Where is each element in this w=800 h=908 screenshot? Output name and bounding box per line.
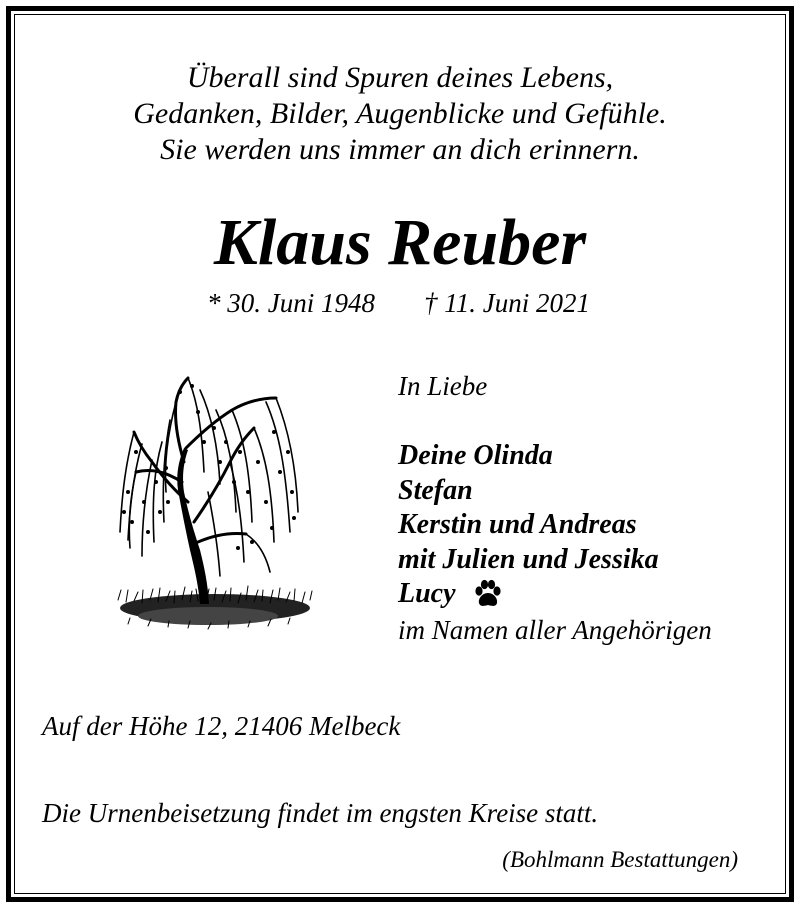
verse-line-1: Überall sind Spuren deines Lebens, [186,61,614,94]
pet-name: Lucy [398,578,456,609]
burial-notice: Die Urnenbeisetzung findet im engsten Kreise statt. [42,798,599,828]
mourner-name: Kerstin und Andreas [398,509,637,540]
mourners-list [398,439,659,612]
undertaker: (Bohlmann Bestattungen) [502,847,738,872]
pet-row [398,577,659,612]
family-intro: In Liebe [398,371,488,401]
weeping-willow-icon [108,372,323,640]
death-date: † 11. Juni 2021 [424,288,590,318]
mourner-name: Stefan [398,474,473,506]
deceased-name: Klaus Reuber [213,206,587,279]
paw-print-icon [471,577,505,611]
mourner-name: mit Julien und Jessika [398,543,659,575]
address: Auf der Höhe 12, 21406 Melbeck [42,711,401,741]
mourner-name: Deine Olinda [398,440,553,471]
verse-line-2: Gedanken, Bilder, Augenblicke und Gefühle. [133,97,667,130]
verse-line-3: Sie werden uns immer an dich erinnern. [160,133,640,166]
relatives-line: im Namen aller Angehörigen [398,615,712,645]
birth-date: * 30. Juni 1948 [207,288,375,318]
memorial-verse [0,60,800,168]
